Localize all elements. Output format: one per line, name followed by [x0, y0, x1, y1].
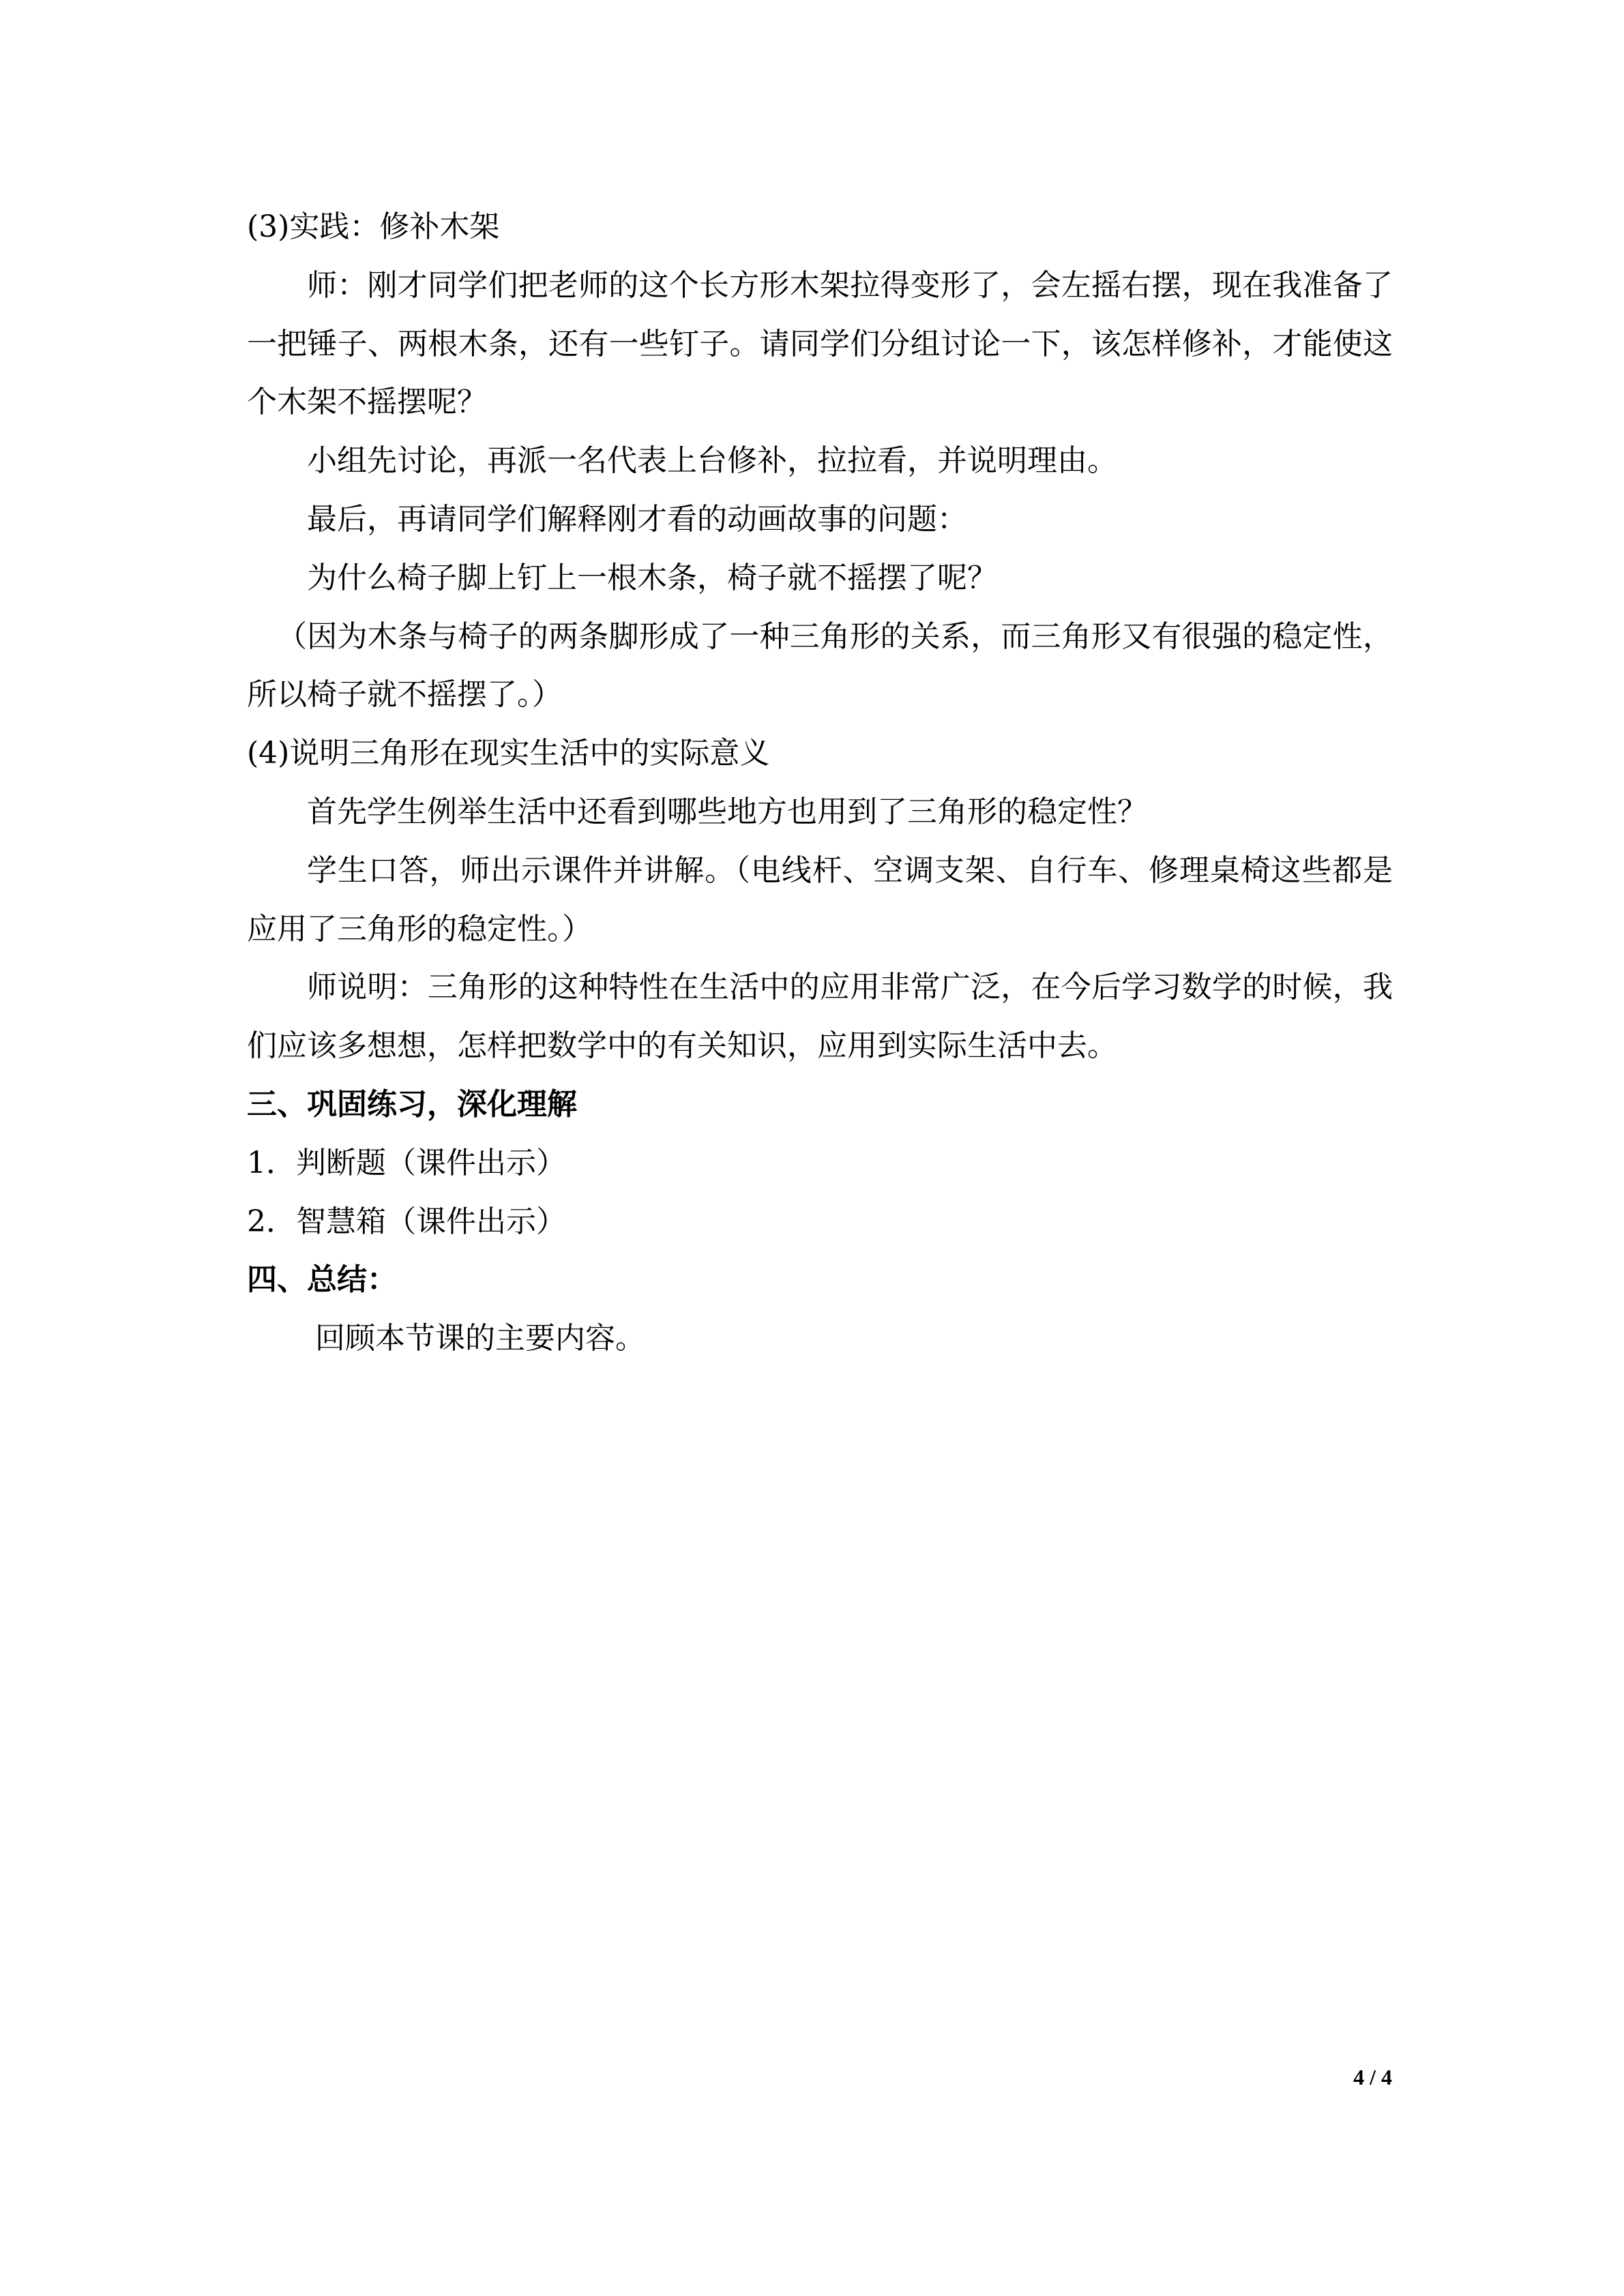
paragraph-teacher-question: 师：刚才同学们把老师的这个长方形木架拉得变形了，会左摇右摆，现在我准备了一把锤子、两根木条，还有一些钉子。请同学们分组讨论一下，该怎样修补，才能使这个木架不摇摆呢？: [247, 267, 1393, 420]
list-item-judgement: 1．判断题（课件出示）: [247, 1145, 566, 1180]
subsection-heading-practice: (3)实践：修补木架: [247, 209, 500, 244]
paragraph-group-discussion: 小组先讨论，再派一名代表上台修补，拉拉看，并说明理由。: [307, 443, 1117, 479]
paragraph-review: 回顾本节课的主要内容。: [315, 1321, 645, 1356]
document-body: [247, 198, 1393, 1368]
list-item-wisdom-box: 2．智慧箱（课件出示）: [247, 1204, 566, 1239]
section-heading-practice: 三、巩固练习，深化理解: [247, 1086, 577, 1122]
subsection-heading-meaning: (4)说明三角形在现实生活中的实际意义: [247, 736, 770, 771]
paragraph-chair-question: 为什么椅子脚上钉上一根木条，椅子就不摇摆了呢？: [307, 560, 997, 595]
paragraph-student-answer: 学生口答，师出示课件并讲解。（电线杆、空调支架、自行车、修理桌椅这些都是应用了三角形的稳定性。）: [247, 852, 1393, 946]
section-heading-summary: 四、总结：: [247, 1262, 397, 1298]
paragraph-teacher-explanation: 师说明：三角形的这种特性在生活中的应用非常广泛，在今后学习数学的时候，我们应该多想想，怎样把数学中的有关知识，应用到实际生活中去。: [247, 970, 1393, 1064]
paragraph-chair-answer: （因为木条与椅子的两条脚形成了一种三角形的关系，而三角形又有很强的稳定性，所以椅子就不摇摆了。）: [247, 618, 1393, 713]
paragraph-explain-story: 最后，再请同学们解释刚才看的动画故事的问题：: [307, 501, 967, 537]
paragraph-student-examples: 首先学生例举生活中还看到哪些地方也用到了三角形的稳定性？: [307, 794, 1147, 829]
page-number: 4 / 4: [1353, 2065, 1392, 2089]
